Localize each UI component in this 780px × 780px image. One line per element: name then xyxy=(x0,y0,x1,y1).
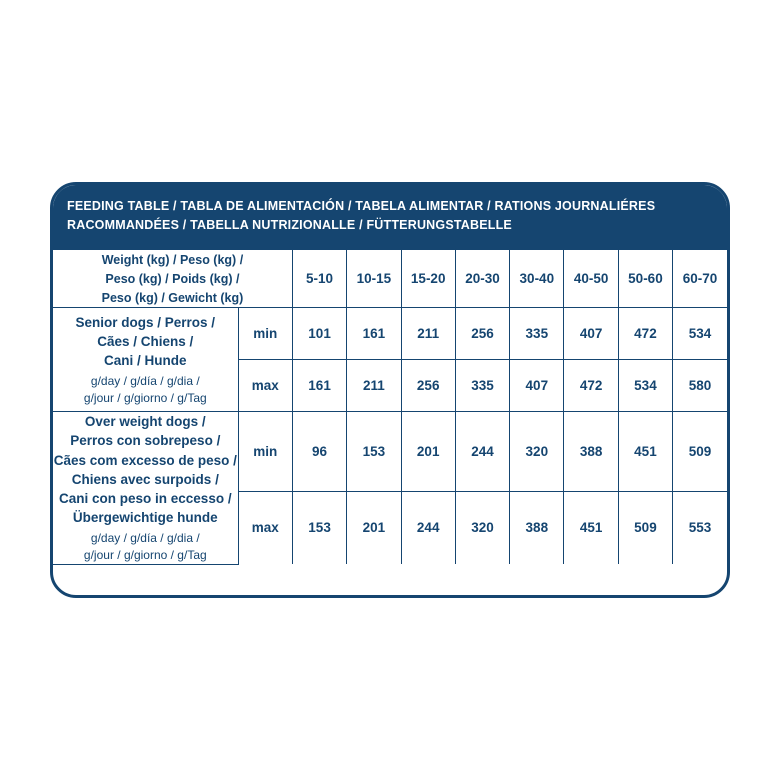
overweight-max-label: max xyxy=(238,491,292,564)
overweight-max-value-1: 153 xyxy=(292,491,346,564)
overweight-min-value-7: 451 xyxy=(618,412,672,491)
overweight-min-label: min xyxy=(238,412,292,491)
row-label-line-6: Übergewichtige hunde xyxy=(72,510,218,525)
senior-max-value-1: 161 xyxy=(292,360,346,412)
column-header-weight-3: 15-20 xyxy=(401,250,455,308)
overweight-max-value-3: 244 xyxy=(401,491,455,564)
table-header-row xyxy=(53,250,727,308)
weight-header-line-3: Peso (kg) / Gewicht (kg) xyxy=(101,291,244,306)
overweight-max-value-7: 509 xyxy=(618,491,672,564)
senior-min-value-3: 211 xyxy=(401,308,455,360)
row-unit-line-1: g/day / g/día / g/dia / xyxy=(90,374,200,389)
column-header-weight-2: 10-15 xyxy=(347,250,401,308)
feeding-table xyxy=(53,250,727,565)
senior-min-value-5: 335 xyxy=(510,308,564,360)
column-header-weight-1: 5-10 xyxy=(292,250,346,308)
weight-header-line-1: Weight (kg) / Peso (kg) / xyxy=(101,252,244,267)
row-label-line-2: Perros con sobrepeso / xyxy=(70,433,221,449)
senior-min-value-7: 472 xyxy=(618,308,672,360)
row-label-line-1: Senior dogs / Perros / xyxy=(75,314,216,330)
senior-max-value-8: 580 xyxy=(673,360,727,412)
column-header-weight-8: 60-70 xyxy=(673,250,727,308)
overweight-min-value-8: 509 xyxy=(673,412,727,491)
row-unit-line-1: g/day / g/día / g/dia / xyxy=(90,531,200,546)
row-label-senior-dogs xyxy=(53,308,238,412)
row-label-line-2: Cães / Chiens / xyxy=(97,333,194,349)
row-unit-line-2: g/jour / g/giorno / g/Tag xyxy=(83,547,207,562)
overweight-min-value-4: 244 xyxy=(455,412,509,491)
senior-max-value-3: 256 xyxy=(401,360,455,412)
senior-max-value-5: 407 xyxy=(510,360,564,412)
table-row xyxy=(53,412,727,491)
row-label-line-4: Chiens avec surpoids / xyxy=(71,471,219,487)
weight-header-line-2: Peso (kg) / Poids (kg) / xyxy=(105,271,240,286)
row-label-line-1: Over weight dogs / xyxy=(84,414,206,430)
table-row xyxy=(53,308,727,360)
senior-max-value-4: 335 xyxy=(455,360,509,412)
overweight-min-value-6: 388 xyxy=(564,412,618,491)
senior-min-label: min xyxy=(238,308,292,360)
row-label-line-3: Cães com excesso de peso / xyxy=(53,452,237,468)
column-header-weight-7: 50-60 xyxy=(618,250,672,308)
overweight-max-value-4: 320 xyxy=(455,491,509,564)
senior-max-value-2: 211 xyxy=(347,360,401,412)
row-label-line-3: Cani / Hunde xyxy=(104,353,187,368)
overweight-max-value-5: 388 xyxy=(510,491,564,564)
column-header-weight-6: 40-50 xyxy=(564,250,618,308)
senior-max-value-7: 534 xyxy=(618,360,672,412)
weight-header-cell xyxy=(53,250,292,308)
overweight-max-value-2: 201 xyxy=(347,491,401,564)
row-label-over-weight-dogs xyxy=(53,412,238,565)
feeding-table-card xyxy=(50,182,730,598)
senior-min-value-2: 161 xyxy=(347,308,401,360)
senior-min-value-6: 407 xyxy=(564,308,618,360)
column-header-weight-4: 20-30 xyxy=(455,250,509,308)
overweight-min-value-5: 320 xyxy=(510,412,564,491)
senior-min-value-8: 534 xyxy=(673,308,727,360)
overweight-min-value-3: 201 xyxy=(401,412,455,491)
senior-max-label: max xyxy=(238,360,292,412)
row-label-line-5: Cani con peso in eccesso / xyxy=(59,490,232,506)
header-line-1: FEEDING TABLE / TABLA DE ALIMENTACIÓN / TABELA ALIMENTAR / RATIONS JOURNALIÉRES xyxy=(67,199,656,213)
overweight-min-value-2: 153 xyxy=(347,412,401,491)
senior-min-value-4: 256 xyxy=(455,308,509,360)
senior-max-value-6: 472 xyxy=(564,360,618,412)
overweight-max-value-6: 451 xyxy=(564,491,618,564)
column-header-weight-5: 30-40 xyxy=(510,250,564,308)
header-line-2: RACOMMANDÉES / TABELLA NUTRIZIONALLE / FÜTTERUNGSTABELLE xyxy=(67,218,512,233)
overweight-max-value-8: 553 xyxy=(673,491,727,564)
senior-min-value-1: 101 xyxy=(292,308,346,360)
row-unit-line-2: g/jour / g/giorno / g/Tag xyxy=(83,390,207,405)
overweight-min-value-1: 96 xyxy=(292,412,346,491)
card-header xyxy=(53,185,727,250)
